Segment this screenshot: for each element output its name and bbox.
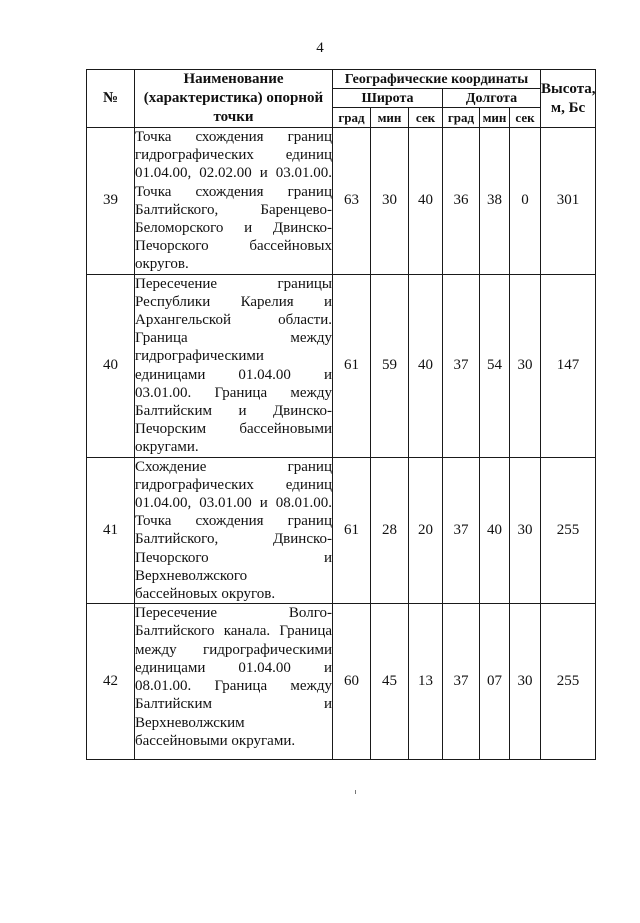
scan-mark <box>355 790 356 794</box>
header-lat-min: мин <box>371 108 409 128</box>
lat-min: 59 <box>371 274 409 457</box>
lon-deg: 37 <box>443 457 480 604</box>
lat-sec: 20 <box>409 457 443 604</box>
header-lon-deg: град <box>443 108 480 128</box>
lon-min: 38 <box>480 128 510 275</box>
table-row <box>87 274 596 457</box>
header-lat-sec: сек <box>409 108 443 128</box>
lat-deg: 63 <box>333 128 371 275</box>
row-number: 41 <box>87 457 135 604</box>
lon-sec: 30 <box>510 274 541 457</box>
lat-min: 45 <box>371 604 409 760</box>
lon-deg: 37 <box>443 604 480 760</box>
row-description: Схождение границ гидрографических единиц 01.04.00, 03.01.00 и 08.01.00. Точка схождения границ Балтийского, Двинско-Печорского и Верхневолжского бассейновых округов. <box>135 458 332 603</box>
row-number: 40 <box>87 274 135 457</box>
row-description: Пересечение границы Республики Карелия и Архангельской области. Граница между гидрографическими единицами 01.04.00 и 03.01.00. Граница между Балтийским и Двинско-Печорским бассейновыми округами. <box>135 275 332 456</box>
lon-deg: 37 <box>443 274 480 457</box>
lat-min: 28 <box>371 457 409 604</box>
lat-deg: 61 <box>333 457 371 604</box>
header-number: № <box>87 70 135 128</box>
lat-sec: 40 <box>409 274 443 457</box>
lat-sec: 40 <box>409 128 443 275</box>
page-number: 4 <box>316 40 324 56</box>
row-height: 255 <box>541 604 596 760</box>
row-number: 39 <box>87 128 135 275</box>
lat-sec: 13 <box>409 604 443 760</box>
table-row <box>87 604 596 760</box>
row-height: 301 <box>541 128 596 275</box>
header-lon-sec: сек <box>510 108 541 128</box>
row-height: 147 <box>541 274 596 457</box>
table-header <box>87 70 596 128</box>
coordinates-table <box>86 69 596 760</box>
header-height: Высота, м, Бс <box>541 70 596 128</box>
lon-deg: 36 <box>443 128 480 275</box>
row-height: 255 <box>541 457 596 604</box>
table-row <box>87 128 596 275</box>
row-description: Пересечение Волго-Балтийского канала. Граница между гидрографическими единицами 01.04.00 и 08.01.00. Граница между Балтийским и Верхневолжским бассейновыми округами. <box>135 604 333 760</box>
header-point-name: Наименование (характеристика) опорной точки <box>135 70 333 128</box>
lon-sec: 30 <box>510 457 541 604</box>
lat-deg: 61 <box>333 274 371 457</box>
lat-deg: 60 <box>333 604 371 760</box>
header-latitude: Широта <box>333 89 443 108</box>
table-row <box>87 457 596 604</box>
lon-sec: 30 <box>510 604 541 760</box>
header-geo-coordinates: Географические координаты <box>333 70 541 89</box>
header-lon-min: мин <box>480 108 510 128</box>
lon-min: 54 <box>480 274 510 457</box>
row-number: 42 <box>87 604 135 760</box>
row-description: Точка схождения границ гидрографических единиц 01.04.00, 02.02.00 и 03.01.00. Точка схождения границ Балтийского, Баренцево-Беломорского и Двинско-Печорского бассейновых округов. <box>135 129 332 273</box>
header-longitude: Долгота <box>443 89 541 108</box>
lat-min: 30 <box>371 128 409 275</box>
lon-sec: 0 <box>510 128 541 275</box>
lon-min: 07 <box>480 604 510 760</box>
header-lat-deg: град <box>333 108 371 128</box>
lon-min: 40 <box>480 457 510 604</box>
